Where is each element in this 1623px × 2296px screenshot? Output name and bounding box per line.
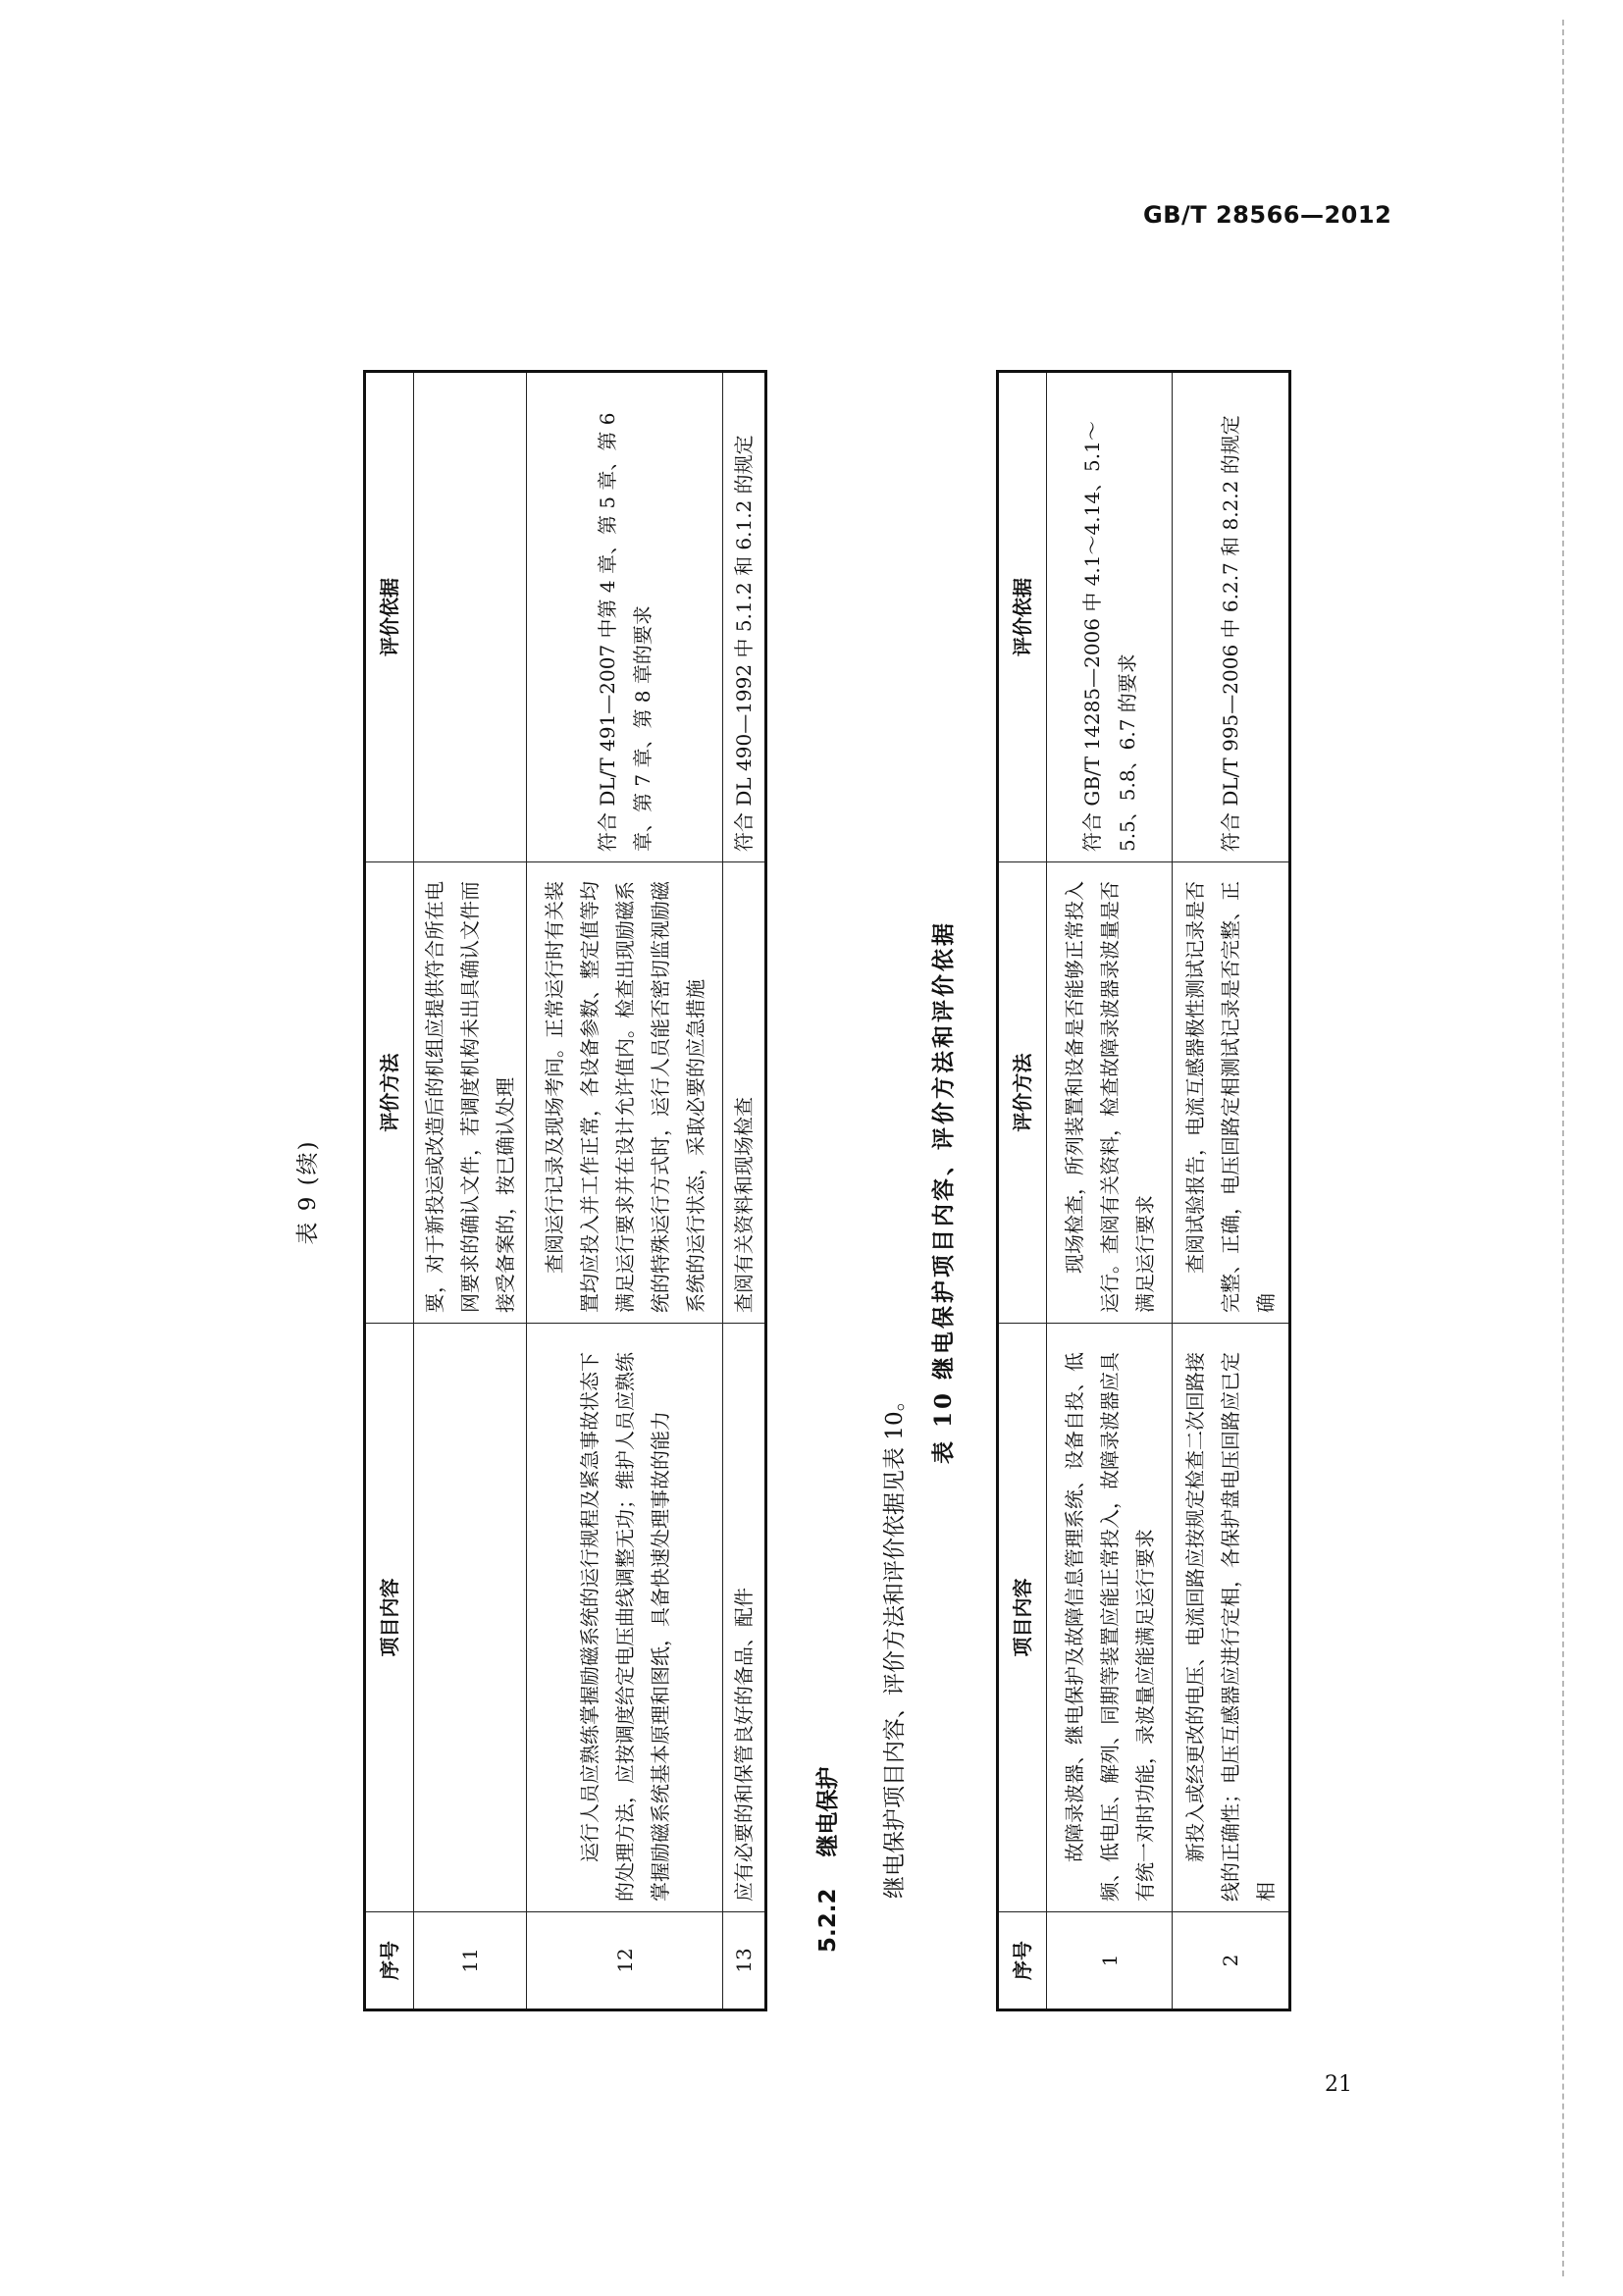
- evaluation-method: 现场检查，所列装置和设备是否能够正常投入运行。查阅有关资料，检查故障录波器录波量是否满足运行要求: [1047, 862, 1173, 1324]
- table9-header-row: [365, 372, 414, 2010]
- row-number: 1: [1047, 1912, 1173, 2010]
- table10: [996, 370, 1291, 2011]
- table-row: [414, 372, 527, 2010]
- table-row: [527, 372, 723, 2010]
- row-number: 12: [527, 1912, 723, 2010]
- evaluation-method: 查阅试验报告，电流互感器极性测试记录是否完整、正确，电压回路定相测试记录是否完整、正确: [1173, 862, 1290, 1324]
- section-number: 5.2.2: [815, 1888, 841, 1953]
- table9: [363, 370, 767, 2011]
- col-header-method: 评价方法: [998, 862, 1047, 1324]
- evaluation-basis: [414, 372, 527, 862]
- table9-caption: 表 9 (续): [295, 1139, 321, 1245]
- section-intro: 继电保护项目内容、评价方法和评价依据见表 10。: [882, 1388, 908, 1899]
- col-header-method: 评价方法: [365, 862, 414, 1324]
- rotated-page-content: [191, 245, 1555, 2011]
- evaluation-basis: 符合 DL 490—1992 中 5.1.2 和 6.1.2 的规定: [723, 372, 766, 862]
- evaluation-method: 要，对于新投运或改造后的机组应提供符合所在电网要求的确认文件，若调度机构未出具确认文件而接受备案的，按已确认处理: [414, 862, 527, 1324]
- row-number: 11: [414, 1912, 527, 2010]
- col-header-item: 项目内容: [365, 1324, 414, 1912]
- evaluation-basis: 符合 DL/T 491—2007 中第 4 章、第 5 章、第 6 章、第 7 章、第 8 章的要求: [527, 372, 723, 862]
- table10-caption: 表 10 继电保护项目内容、评价方法和评价依据: [930, 919, 957, 1465]
- item-content: 新投入或经更改的电压、电流回路应按规定检查二次回路接线的正确性；电压互感器应进行定相，各保护盘电压回路应已定相: [1173, 1324, 1290, 1912]
- standard-number: GB/T 28566—2012: [1143, 201, 1392, 229]
- item-content: 运行人员应熟练掌握励磁系统的运行规程及紧急事故状态下的处理方法，应按调度给定电压曲线调整无功；维护人员应熟练掌握励磁系统基本原理和图纸，具备快速处理事故的能力: [527, 1324, 723, 1912]
- table10-header-row: [998, 372, 1047, 2010]
- evaluation-basis: 符合 DL/T 995—2006 中 6.2.7 和 8.2.2 的规定: [1173, 372, 1290, 862]
- section-title: 继电保护: [815, 1766, 841, 1857]
- scan-edge-divider: [1562, 20, 1566, 2276]
- item-content: 应有必要的和保管良好的备品、配件: [723, 1324, 766, 1912]
- section-heading: [810, 1766, 842, 1953]
- row-number: 13: [723, 1912, 766, 2010]
- table-row: [1047, 372, 1173, 2010]
- col-header-basis: 评价依据: [998, 372, 1047, 862]
- table-row: [723, 372, 766, 2010]
- evaluation-method: 查阅运行记录及现场考问。正常运行时有关装置均应投入并工作正常，各设备参数、整定值等均满足运行要求并在设计允许值内。检查出现励磁系统的特殊运行方式时，运行人员能否密切监视励磁系统的运行状态，采取必要的应急措施: [527, 862, 723, 1324]
- evaluation-method: 查阅有关资料和现场检查: [723, 862, 766, 1324]
- row-number: 2: [1173, 1912, 1290, 2010]
- table-row: [1173, 372, 1290, 2010]
- item-content: 故障录波器、继电保护及故障信息管理系统、设备自投、低频、低电压、解列、同期等装置应能正常投入，故障录波器应具有统一对时功能，录波量应能满足运行要求: [1047, 1324, 1173, 1912]
- col-header-no: 序号: [365, 1912, 414, 2010]
- evaluation-basis: 符合 GB/T 14285—2006 中 4.1～4.14、5.1～5.5、5.8、6.7 的要求: [1047, 372, 1173, 862]
- page-number: 21: [1325, 2072, 1352, 2097]
- col-header-basis: 评价依据: [365, 372, 414, 862]
- col-header-no: 序号: [998, 1912, 1047, 2010]
- item-content: [414, 1324, 527, 1912]
- col-header-item: 项目内容: [998, 1324, 1047, 1912]
